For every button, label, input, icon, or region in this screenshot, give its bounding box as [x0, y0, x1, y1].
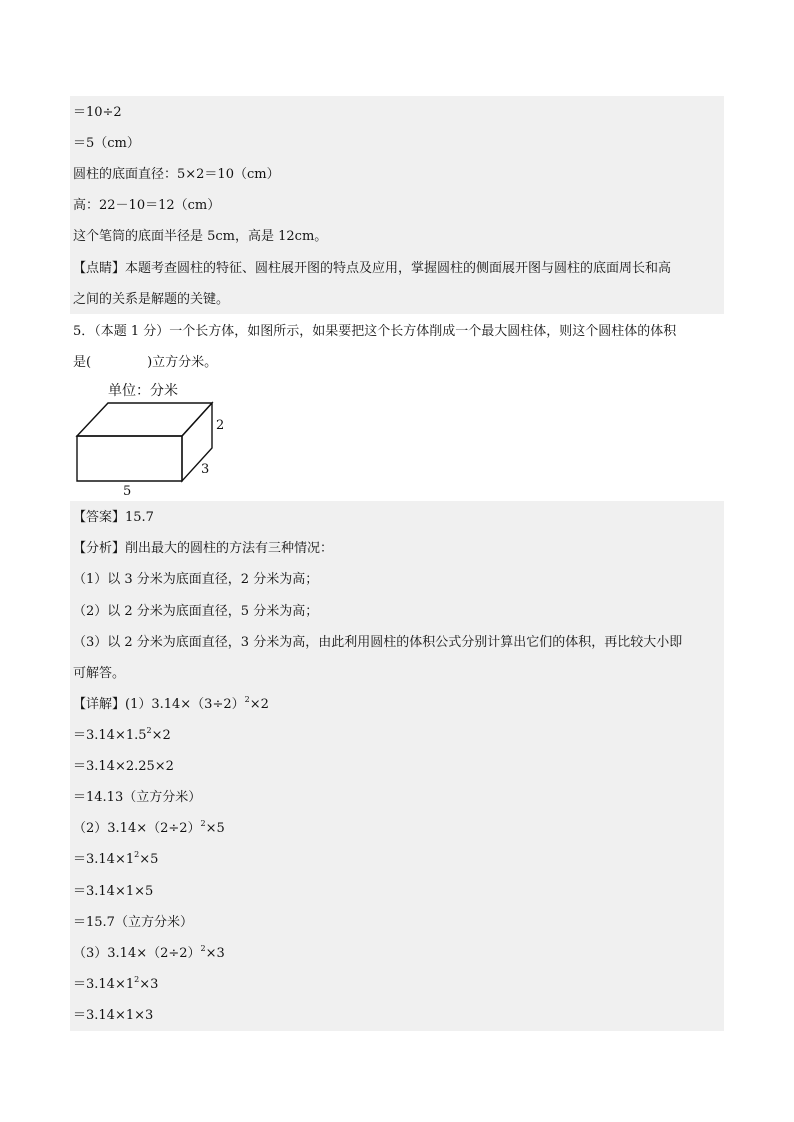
tip-line: 之间的关系是解题的关键。 — [73, 292, 230, 307]
detail-text: ×3 — [139, 977, 159, 992]
cuboid-front-face — [77, 436, 182, 481]
exponent: 2 — [200, 944, 206, 953]
exponent: 2 — [134, 975, 140, 984]
detail-line: ＝3.14×2.25×2 — [73, 759, 174, 774]
exponent: 2 — [146, 726, 152, 735]
detail-line — [73, 727, 171, 745]
detail-text: （2）3.14×（2÷2） — [73, 821, 201, 836]
detail-text: ＝3.14×1.5 — [73, 728, 147, 743]
detail-line — [73, 851, 158, 869]
detail-line — [73, 820, 225, 838]
unit-label: 单位：分米 — [108, 383, 178, 399]
detail-text: ＝3.14×1 — [73, 852, 135, 867]
cuboid-figure — [70, 376, 230, 502]
detail-text: 【详解】(1）3.14×（3÷2） — [73, 697, 245, 712]
detail-line — [73, 696, 269, 714]
text-line: 圆柱的底面直径：5×2＝10（cm） — [73, 167, 280, 182]
question-text-line2 — [73, 354, 217, 372]
detail-line: ＝3.14×1×5 — [73, 884, 154, 899]
text-line: ＝5（cm） — [73, 136, 140, 151]
detail-line: ＝14.13（立方分米） — [73, 790, 202, 805]
answer-line: 【答案】15.7 — [73, 510, 154, 525]
detail-line: ＝3.14×1×3 — [73, 1008, 154, 1023]
text-line: ＝10÷2 — [73, 105, 122, 120]
analysis-line: （3）以 2 分米为底面直径，3 分米为高，由此利用圆柱的体积公式分别计算出它们的体积，再比较大小即 — [73, 635, 683, 650]
detail-line: ＝15.7（立方分米） — [73, 915, 193, 930]
exponent: 2 — [134, 850, 140, 859]
tip-line: 【点睛】本题考查圆柱的特征、圆柱展开图的特点及应用，掌握圆柱的侧面展开图与圆柱的底面周长和高 — [73, 261, 672, 276]
height-label: 2 — [216, 418, 225, 433]
exponent: 2 — [200, 819, 206, 828]
text-line: 这个笔筒的底面半径是 5cm，高是 12cm。 — [73, 229, 328, 244]
detail-line — [73, 976, 158, 994]
detail-text: ×2 — [151, 728, 171, 743]
detail-text: ×2 — [249, 697, 269, 712]
analysis-line: （2）以 2 分米为底面直径，5 分米为高； — [73, 604, 319, 619]
analysis-line: 可解答。 — [73, 666, 126, 681]
analysis-line: 【分析】削出最大的圆柱的方法有三种情况： — [73, 541, 334, 556]
detail-text: ＝3.14×1 — [73, 977, 135, 992]
detail-line — [73, 945, 225, 963]
detail-text: （3）3.14×（2÷2） — [73, 946, 201, 961]
text-line: 高：22－10＝12（cm） — [73, 198, 221, 213]
detail-text: ×5 — [205, 821, 225, 836]
question-prefix: 是( — [73, 355, 92, 370]
analysis-line: （1）以 3 分米为底面直径，2 分米为高； — [73, 572, 319, 587]
exponent: 2 — [244, 695, 250, 704]
depth-label: 3 — [201, 462, 210, 477]
cuboid-top-face — [77, 403, 212, 436]
length-label: 5 — [123, 484, 132, 499]
question-text: 5．（本题 1 分）一个长方体，如图所示，如果要把这个长方体削成一个最大圆柱体，则这个圆柱体的体积 — [73, 324, 677, 339]
detail-text: ×5 — [139, 852, 159, 867]
detail-text: ×3 — [205, 946, 225, 961]
question-suffix: )立方分米。 — [147, 355, 218, 370]
